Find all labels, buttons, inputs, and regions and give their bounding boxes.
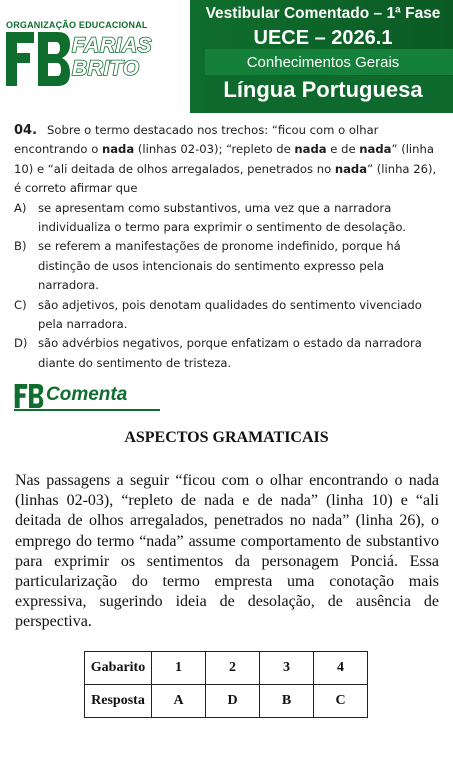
option-text: são advérbios negativos, porque enfatizam o estado da narradora diante do sentimento de tristeza.	[38, 336, 422, 370]
comenta-underline	[14, 409, 160, 411]
option-a	[14, 199, 444, 238]
answer-letter-cell: C	[314, 685, 368, 718]
answer-key-table	[84, 651, 368, 718]
exam-title: Vestibular Comentado – 1ª Fase	[205, 5, 441, 22]
highlighted-term: nada	[294, 142, 327, 157]
option-text: são adjetivos, pois denotam qualidades do sentimento vivenciado pela narradora.	[38, 297, 422, 332]
question-number-cell: 3	[260, 652, 314, 685]
option-text: se apresentam como substantivos, uma vez que a narradora individualiza o termo para exprimir o sentimento de desolação.	[38, 200, 406, 235]
option-text: se referem a manifestações de pronome indefinido, porque há distinção de usos intencionais do sentimento expresso pela narradora.	[38, 239, 401, 293]
logo-organization-text: ORGANIZAÇÃO EDUCACIONAL	[6, 20, 148, 30]
comenta-banner	[14, 382, 160, 412]
question-number-cell: 2	[206, 652, 260, 685]
logo-word-farias: FARIAS	[72, 34, 153, 57]
highlighted-term: nada	[359, 142, 392, 157]
question-number-cell: 1	[152, 652, 206, 685]
commentary-body: Nas passagens a seguir “ficou com o olhar encontrando o nada (linhas 02-03), “repleto de nada e de nada” (linha 10) e “ali deitada de olhos arregalados, penetrados no nada” (linha 26), o emprego do termo “nada” assume comportamento de substantivo para exprimir os sentimentos da personagem Ponciá. Essa particularização do termo empresta uma conotação mais expressiva, sugerindo ideia de desolação, de ausência de perspectiva.	[15, 472, 439, 631]
option-letter: D)	[14, 336, 28, 351]
option-c	[14, 296, 444, 335]
resposta-label: Resposta	[85, 685, 152, 718]
answer-letter-cell: D	[206, 685, 260, 718]
gabarito-label: Gabarito	[85, 652, 152, 685]
answer-letter-cell: B	[260, 685, 314, 718]
comenta-label: Comenta	[46, 384, 128, 405]
answer-letter-cell: A	[152, 685, 206, 718]
stem-text: (linhas 02-03); “repleto de	[134, 142, 295, 157]
highlighted-term: nada	[101, 142, 135, 157]
question-number: 04.	[14, 123, 38, 138]
question-stem	[14, 121, 444, 199]
exam-area: Conhecimentos Gerais	[246, 54, 400, 71]
logo-word-brito: BRITO	[72, 57, 140, 80]
fb-comenta-icon	[14, 384, 44, 408]
stem-text: Sobre o termo destacado nos trechos: “ficou com o olhar encontrando o	[14, 123, 379, 157]
exam-edition: UECE – 2026.1	[253, 27, 393, 49]
answer-key-header-row	[85, 652, 368, 685]
stem-text: ” (linha 26), é correto afirmar que	[14, 161, 437, 196]
question-number-cell: 4	[314, 652, 368, 685]
option-b	[14, 237, 444, 295]
answer-key-answer-row	[85, 685, 368, 718]
commentary-title: ASPECTOS GRAMATICAIS	[124, 429, 329, 446]
exam-subject: Língua Portuguesa	[223, 77, 423, 102]
option-d	[14, 334, 444, 373]
option-letter: C)	[14, 297, 27, 312]
question-block	[14, 121, 444, 373]
option-letter: B)	[14, 239, 27, 254]
stem-text: ” (linha 10) e “ali deitada de olhos arregalados, penetrados no	[14, 142, 434, 176]
option-letter: A)	[14, 200, 27, 215]
stem-text: e de	[326, 142, 360, 157]
highlighted-term: nada	[334, 161, 368, 176]
page-header	[0, 0, 453, 113]
fb-logo-icon	[6, 32, 70, 86]
farias-brito-logo	[6, 20, 192, 90]
answer-options	[14, 199, 444, 374]
